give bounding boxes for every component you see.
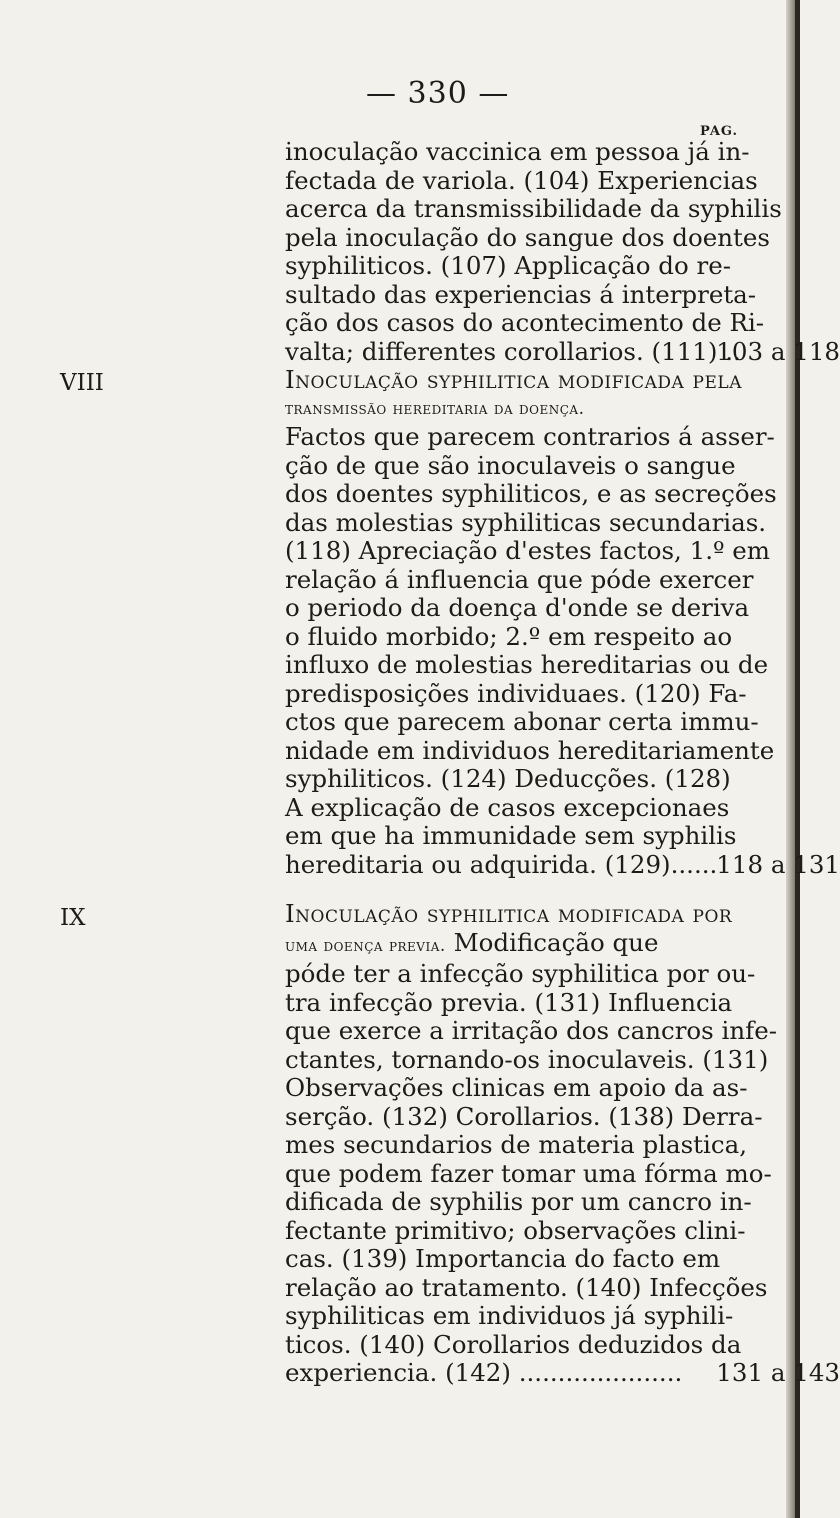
- entry-line: dos doentes syphiliticos, e as secreções: [285, 479, 777, 508]
- entry-line: ctos que parecem abonar certa immu-: [285, 707, 759, 736]
- entry-line: syphiliticos. (107) Applicação do re-: [285, 251, 731, 280]
- entry-line-text: hereditaria ou adquirida. (129)......: [285, 849, 718, 879]
- entry-line: [285, 849, 840, 880]
- chapter-numeral: IX: [60, 905, 86, 931]
- entry-line-text: valta; differentes corollarios. (111) ..: [285, 336, 741, 366]
- entry-line: ticos. (140) Corollarios deduzidos da: [285, 1329, 742, 1359]
- chapter-heading: uma doença previa.: [285, 935, 446, 956]
- page-range: 103 a 118: [716, 336, 840, 366]
- entry-line: influxo de molestias hereditarias ou de: [285, 650, 769, 679]
- entry-line: inoculação vaccinica em pessoa já in-: [285, 137, 750, 166]
- entry-line: sultado das experiencias á interpreta-: [285, 279, 757, 309]
- toc-entry-continued: [285, 137, 840, 366]
- toc-entry-ix: [285, 899, 840, 1388]
- entry-line: ção dos casos do acontecimento de Ri-: [285, 308, 765, 337]
- entry-line: tra infecção previa. (131) Influencia: [285, 987, 733, 1017]
- page-range: 118 a 131: [716, 849, 840, 879]
- entry-line: [285, 1358, 840, 1388]
- entry-line: fectante primitivo; observações clini-: [285, 1215, 746, 1245]
- chapter-heading: transmissão hereditaria da doença.: [285, 398, 585, 419]
- toc-entry-viii: [285, 365, 840, 879]
- entry-line: fectada de variola. (104) Experiencias: [285, 165, 758, 195]
- entry-line: nidade em individuos hereditariamente: [285, 735, 775, 765]
- entry-line: Observações clinicas em apoio da as-: [285, 1073, 748, 1102]
- page-number: — 330 —: [366, 76, 510, 111]
- chapter-heading: Inoculação syphilitica modificada pela: [285, 365, 742, 394]
- entry-line: relação ao tratamento. (140) Infecções: [285, 1272, 768, 1302]
- entry-line: serção. (132) Corollarios. (138) Derra-: [285, 1101, 763, 1131]
- page-column-label: PAG.: [700, 124, 739, 139]
- entry-line: syphiliticas em individuos já syphili-: [285, 1301, 734, 1330]
- entry-line-text: Modificação que: [453, 927, 659, 957]
- entry-line: ção de que são inoculaveis o sangue: [285, 450, 736, 480]
- entry-line: A explicação de casos excepcionaes: [285, 792, 730, 822]
- entry-line: [285, 336, 840, 367]
- page-edge-binding: [795, 0, 800, 1518]
- chapter-numeral: VIII: [60, 370, 104, 396]
- entry-line: o fluido morbido; 2.º em respeito ao: [285, 621, 733, 651]
- entry-line: (118) Apreciação d'estes factos, 1.º em: [285, 536, 771, 565]
- entry-line: syphiliticos. (124) Deducções. (128): [285, 764, 731, 793]
- entry-line: predisposições individuaes. (120) Fa-: [285, 678, 747, 708]
- chapter-heading: Inoculação syphilitica modificada por: [285, 899, 733, 928]
- entry-line: que podem fazer tomar uma fórma mo-: [285, 1158, 772, 1188]
- entry-line: acerca da transmissibilidade da syphilis: [285, 194, 782, 223]
- entry-line: ctantes, tornando-os inoculaveis. (131): [285, 1044, 769, 1074]
- entry-line-text: experiencia. (142) .....................: [285, 1358, 683, 1387]
- entry-line: mes secundarios de materia plastica,: [285, 1130, 747, 1159]
- entry-line: relação á influencia que póde exercer: [285, 564, 754, 594]
- entry-line: pela inoculação do sangue dos doentes: [285, 222, 770, 252]
- entry-line: o periodo da doença d'onde se deriva: [285, 593, 750, 622]
- entry-line: cas. (139) Importancia do facto em: [285, 1244, 721, 1273]
- entry-line: que exerce a irritação dos cancros infe-: [285, 1016, 777, 1045]
- entry-line: das molestias syphiliticas secundarias.: [285, 507, 767, 537]
- entry-line: Factos que parecem contrarios á asser-: [285, 422, 775, 451]
- page-range: 131 a 143: [716, 1358, 840, 1387]
- entry-line: póde ter a infecção syphilitica por ou-: [285, 959, 756, 988]
- entry-line: dificada de syphilis por um cancro in-: [285, 1187, 752, 1216]
- entry-line: em que ha immunidade sem syphilis: [285, 821, 737, 850]
- chapter-heading-line: [285, 929, 745, 961]
